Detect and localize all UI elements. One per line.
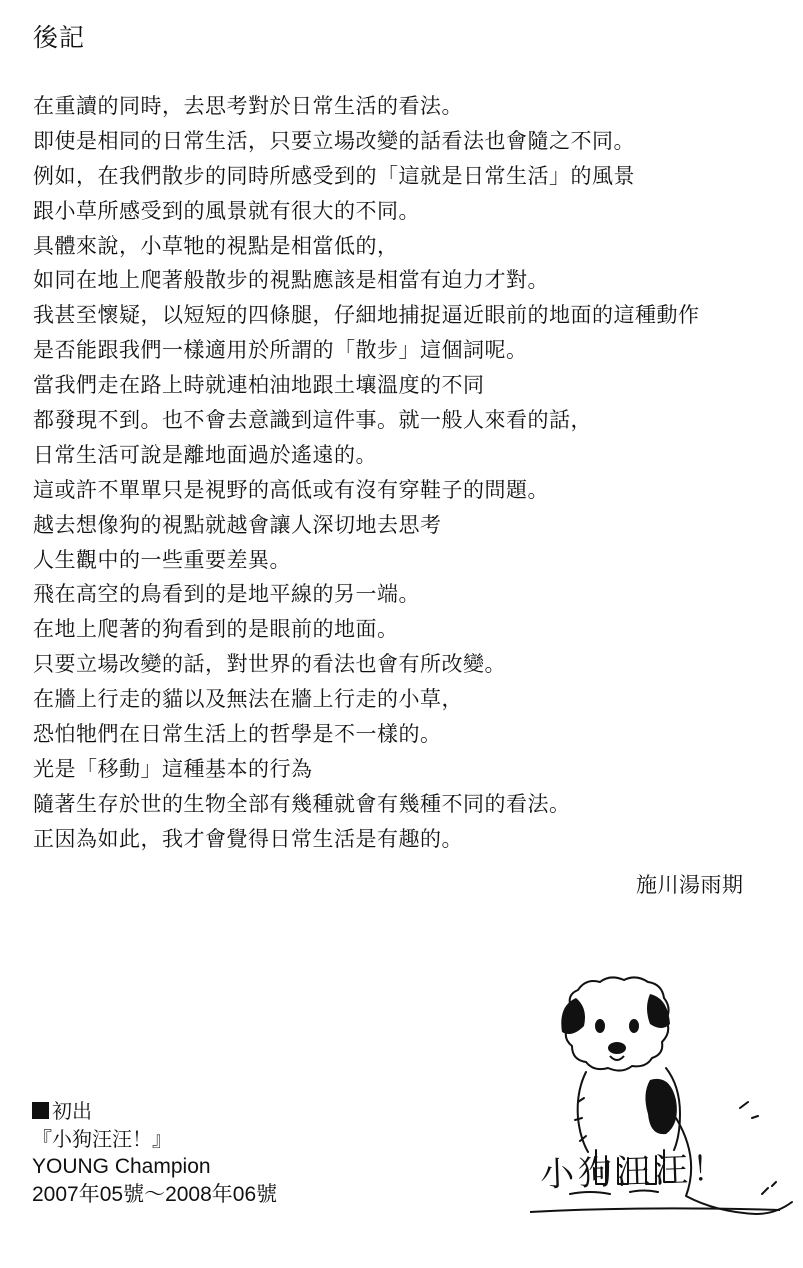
series-title: 『小狗汪汪！』 — [32, 1127, 172, 1151]
text-line: 是否能跟我們一樣適用於所謂的「散步」這個詞呢。 — [33, 338, 528, 363]
text-line: 在地上爬著的狗看到的是眼前的地面。 — [33, 617, 399, 642]
text-line: 恐怕牠們在日常生活上的哲學是不一樣的。 — [33, 722, 442, 747]
afterword-body — [33, 89, 793, 857]
text-line: 例如，在我們散步的同時所感受到的「這就是日常生活」的風景 — [33, 163, 635, 188]
text-line: 越去想像狗的視點就越會讓人深切地去思考 — [33, 512, 442, 537]
magazine-name: YOUNG Champion — [32, 1155, 211, 1178]
text-line: 日常生活可說是離地面過於遙遠的。 — [33, 442, 377, 467]
publication-label-row — [32, 1097, 277, 1125]
text-line: 飛在高空的鳥看到的是地平線的另一端。 — [33, 582, 420, 607]
text-line: 在重讀的同時，去思考對於日常生活的看法。 — [33, 94, 463, 118]
text-line: 在牆上行走的貓以及無法在牆上行走的小草， — [33, 687, 463, 712]
text-line: 隨著生存於世的生物全部有幾種就會有幾種不同的看法。 — [33, 791, 571, 816]
illustration-caption: 小狗汪汪！ — [539, 1148, 731, 1196]
text-line: 光是「移動」這種基本的行為 — [33, 756, 313, 781]
publication-label: 初出 — [52, 1099, 92, 1123]
text-line: 都發現不到。也不會去意識到這件事。就一般人來看的話， — [33, 408, 592, 433]
text-line: 只要立場改變的話，對世界的看法也會有所改變。 — [33, 652, 506, 677]
black-square-icon — [32, 1102, 49, 1119]
text-line: 我甚至懷疑，以短短的四條腿，仔細地捕捉逼近眼前的地面的這種動作 — [33, 303, 700, 328]
text-line: 正因為如此，我才會覺得日常生活是有趣的。 — [33, 826, 463, 851]
text-line: 當我們走在路上時就連柏油地跟土壤溫度的不同 — [33, 373, 485, 398]
page-title: 後記 — [33, 23, 86, 52]
text-line: 具體來說，小草牠的視點是相當低的， — [33, 233, 399, 258]
text-line: 人生觀中的一些重要差異。 — [33, 547, 291, 572]
author-name: 施川湯雨期 — [636, 873, 744, 897]
text-line: 如同在地上爬著般散步的視點應該是相當有迫力才對。 — [33, 268, 549, 293]
text-line: 跟小草所感受到的風景就有很大的不同。 — [33, 198, 420, 223]
publication-info — [32, 1097, 277, 1209]
publication-period: 2007年05號～2008年06號 — [32, 1183, 278, 1206]
text-line: 即使是相同的日常生活，只要立場改變的話看法也會隨之不同。 — [33, 128, 635, 153]
text-line: 這或許不單單只是視野的高低或有沒有穿鞋子的問題。 — [33, 477, 549, 502]
